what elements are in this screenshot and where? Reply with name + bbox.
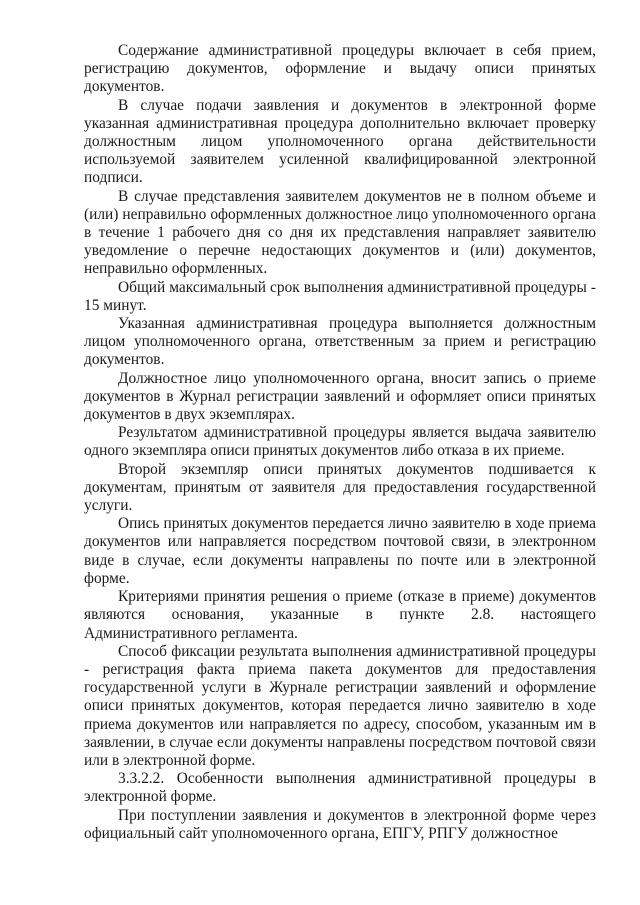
document-page [84, 42, 596, 843]
paragraph-second-copy: Второй экземпляр описи принятых документов подшивается к документам, принятым от заявителя для предоставления государственной услуги. [84, 460, 596, 515]
paragraph-journal-record: Должностное лицо уполномоченного органа, вносит запись о приеме документов в Журнал регистрации заявлений и оформляет описи принятых документов в двух экземплярах. [84, 369, 596, 424]
section-heading-3-3-2-2: 3.3.2.2. Особенности выполнения административной процедуры в электронной форме. [84, 770, 596, 806]
paragraph-responsible-official: Указанная административная процедура выполняется должностным лицом уполномоченного органа, ответственным за прием и регистрацию документов. [84, 315, 596, 369]
paragraph-fixation-method: Способ фиксации результата выполнения административной процедуры - регистрация факта приема пакета документов для предоставления государственной услуги в Журнале регистрации заявлений и оформление описи принятых документов, которая передается лично заявителю в ходе приема документов или направляется по адресу, способом, указанным им в заявлении, в случае если документы направлены посредством почтовой связи или в электронной форме. [84, 642, 596, 769]
paragraph-procedure-result: Результатом административной процедуры является выдача заявителю одного экземпляра описи принятых документов либо отказа в их приеме. [84, 424, 596, 460]
paragraph-incomplete-documents: В случае представления заявителем документов не в полном объеме и (или) неправильно оформленных должностное лицо уполномоченного органа в течение 1 рабочего дня со дня их представления направляет заявителю уведомление о перечне недостающих документов и (или) документов, неправильно оформленных. [84, 187, 596, 278]
paragraph-max-duration: Общий максимальный срок выполнения административной процедуры - 15 минут. [84, 278, 596, 314]
paragraph-inventory-delivery: Опись принятых документов передается лично заявителю в ходе приема документов или направляется посредством почтовой связи, в электронном виде в случае, если документы направлены по почте или в электронной форме. [84, 515, 596, 587]
paragraph-decision-criteria: Критериями принятия решения о приеме (отказе в приеме) документов являются основания, указанные в пункте 2.8. настоящего Административного регламента. [84, 588, 596, 642]
paragraph-procedure-content: Содержание административной процедуры включает в себя прием, регистрацию документов, оформление и выдачу описи принятых документов. [84, 42, 596, 96]
paragraph-electronic-signature-check: В случае подачи заявления и документов в электронной форме указанная административная процедура дополнительно включает проверку должностным лицом уполномоченного органа действительности используемой заявителем усиленной квалифицированной электронной подписи. [84, 96, 596, 187]
paragraph-electronic-submission: При поступлении заявления и документов в электронной форме через официальный сайт уполномоченного органа, ЕПГУ, РПГУ должностное [84, 806, 596, 842]
